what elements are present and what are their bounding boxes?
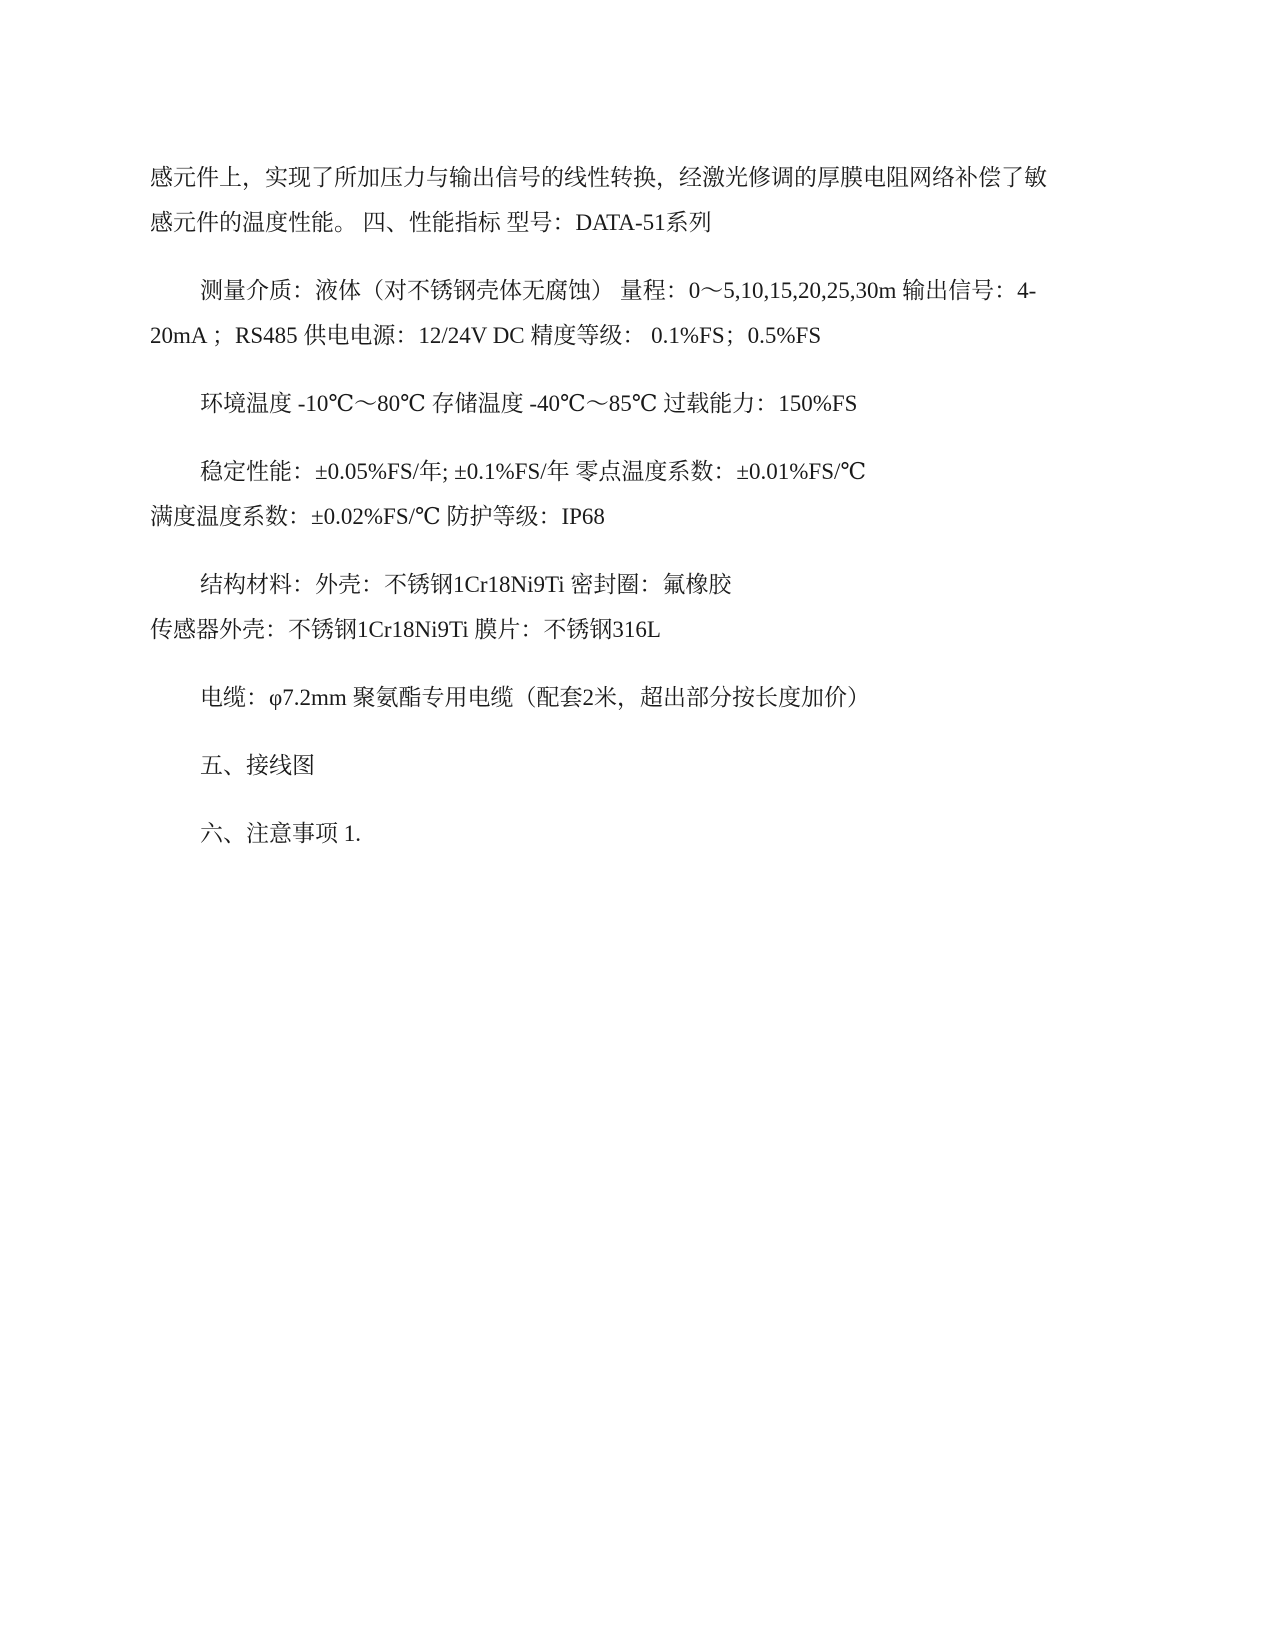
paragraph-line: 感元件的温度性能。 四、性能指标 型号：DATA-51系列 <box>150 210 712 235</box>
paragraph-line: 满度温度系数：±0.02%FS/℃ 防护等级：IP68 <box>150 504 605 529</box>
paragraph-line: 环境温度 -10℃～80℃ 存储温度 -40℃～85℃ 过载能力：150%FS <box>200 391 858 416</box>
paragraph-line: 稳定性能：±0.05%FS/年; ±0.1%FS/年 零点温度系数：±0.01%FS/℃ <box>200 459 867 484</box>
document-body <box>150 155 1140 856</box>
section-heading: 六、注意事项 1. <box>200 821 361 846</box>
paragraph-line: 结构材料：外壳：不锈钢1Cr18Ni9Ti 密封圈：氟橡胶 <box>200 572 732 597</box>
paragraph-line: 传感器外壳：不锈钢1Cr18Ni9Ti 膜片：不锈钢316L <box>150 617 661 642</box>
paragraph-line: 电缆：φ7.2mm 聚氨酯专用电缆（配套2米，超出部分按长度加价） <box>200 685 871 710</box>
paragraph-line: 测量介质：液体（对不锈钢壳体无腐蚀） 量程：0～5,10,15,20,25,30m 输出信号：4- <box>200 278 1037 303</box>
paragraph-line: 感元件上，实现了所加压力与输出信号的线性转换，经激光修调的厚膜电阻网络补偿了敏 <box>150 165 1047 190</box>
paragraph-line: 20mA ；RS485 供电电源：12/24V DC 精度等级： 0.1%FS；0.5%FS <box>150 323 822 348</box>
section-heading: 五、接线图 <box>200 753 315 778</box>
